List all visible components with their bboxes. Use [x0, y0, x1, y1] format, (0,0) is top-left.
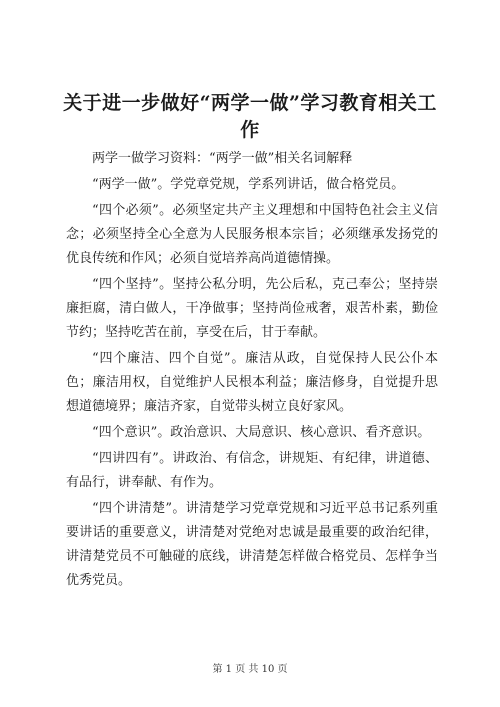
- paragraph-sijiang-siyou: “四讲四有”。讲政治、有信念，讲规矩、有纪律，讲道德、有品行，讲奉献、有作为。: [66, 451, 438, 490]
- paragraph-liangxue-yizuo: “两学一做”。学党章党规，学系列讲话，做合格党员。: [92, 177, 405, 192]
- paragraph-sige-jiangqingchu: “四个讲清楚”。讲清楚学习党章党规和习近平总书记系列重要讲话的重要意义，讲清楚对党绝对忠诚是最重要的政治纪律，讲清楚党员不可触碰的底线，讲清楚怎样做合格党员、怎样争当优秀党员。: [66, 501, 438, 588]
- document-title: 关于进一步做好“两学一做”学习教育相关工作: [63, 92, 437, 141]
- paragraph-sige-bixu: “四个必须”。必须坚定共产主义理想和中国特色社会主义信念；必须坚持全心全意为人民服务根本宗旨；必须继承发扬党的优良传统和作风；必须自觉培养高尚道德情操。: [66, 203, 438, 266]
- paragraph-sige-jianchi: “四个坚持”。坚持公私分明，先公后私，克己奉公；坚持崇廉拒腐，清白做人，干净做事；坚持尚俭戒奢，艰苦朴素，勤俭节约；坚持吃苦在前，享受在后，甘于奉献。: [66, 277, 438, 340]
- paragraph-sige-yishi: “四个意识”。政治意识、大局意识、核心意识、看齐意识。: [92, 425, 431, 440]
- document-body: [66, 147, 438, 595]
- page-number-footer: 第 1 页 共 10 页: [212, 664, 288, 675]
- paragraph-intro: 两学一做学习资料：“两学一做”相关名词解释: [92, 151, 353, 166]
- paragraph-sige-lianjie: “四个廉洁、四个自觉”。廉洁从政，自觉保持人民公仆本色；廉洁用权，自觉维护人民根本利益；廉洁修身，自觉提升思想道德境界；廉洁齐家，自觉带头树立良好家风。: [66, 351, 438, 414]
